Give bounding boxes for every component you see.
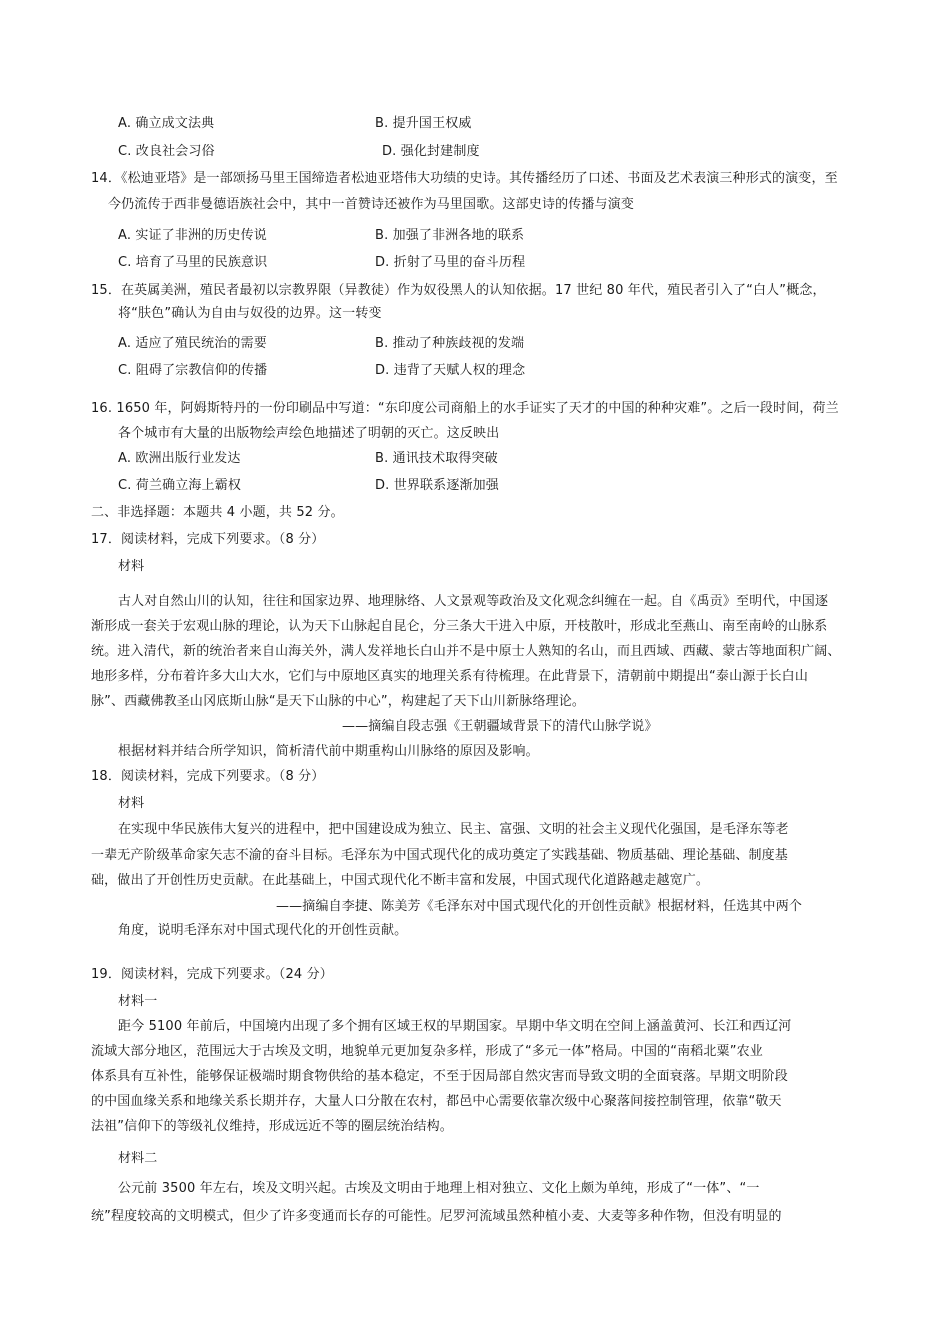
q19-material2-line2: 统”程度较高的文明模式，但少了许多变通而长存的可能性。尼罗河流域虽然种植小麦、大麦等多种作物，但没有明显的 — [91, 1209, 782, 1224]
q13-option-c: C. 改良社会习俗 — [118, 144, 215, 159]
q14-option-c: C. 培育了马里的民族意识 — [118, 255, 268, 270]
q13-option-a: A. 确立成文法典 — [118, 116, 215, 131]
q18-title: 18．阅读材料，完成下列要求。（8 分） — [91, 769, 325, 784]
q17-material-line2: 渐形成一套关于宏观山脉的理论，认为天下山脉起自昆仑，分三条大干进入中原，开枝散叶，形成北至燕山、南至南岭的山脉系 — [91, 619, 828, 634]
q19-material2-line1: 公元前 3500 年左右，埃及文明兴起。古埃及文明由于地理上相对独立、文化上颇为单纯，形成了“一体”、“一 — [118, 1181, 760, 1196]
q13-option-b: B. 提升国王权威 — [375, 116, 472, 131]
q18-material-line1: 在实现中华民族伟大复兴的进程中，把中国建设成为独立、民主、富强、文明的社会主义现代化强国，是毛泽东等老 — [118, 822, 789, 837]
q18-question: 角度，说明毛泽东对中国式现代化的开创性贡献。 — [118, 923, 408, 938]
q19-material1-line5: 法祖”信仰下的等级礼仪维持，形成远近不等的圈层统治结构。 — [91, 1119, 453, 1134]
q16-option-d: D. 世界联系逐渐加强 — [375, 478, 499, 493]
q19-material1-line3: 体系具有互补性，能够保证极端时期食物供给的基本稳定，不至于因局部自然灾害而导致文明的全面衰落。早期文明阶段 — [91, 1069, 788, 1084]
q15-option-b: B. 推动了种族歧视的发端 — [375, 336, 525, 351]
q18-source: ——摘编自李捷、陈美芳《毛泽东对中国式现代化的开创性贡献》根据材料，任选其中两个 — [276, 899, 803, 914]
q17-material-line1: 古人对自然山川的认知，往往和国家边界、地理脉络、人文景观等政治及文化观念纠缠在一起。自《禹贡》至明代，中国逐 — [118, 594, 829, 609]
q17-material-line4: 地形多样，分布着许多大山大水，它们与中原地区真实的地理关系有待梳理。在此背景下，清朝前中期提出“泰山源于长白山 — [91, 669, 808, 684]
q15-option-a: A. 适应了殖民统治的需要 — [118, 336, 267, 351]
q17-title: 17．阅读材料，完成下列要求。（8 分） — [91, 532, 325, 547]
q16-option-b: B. 通讯技术取得突破 — [375, 451, 498, 466]
q14-option-b: B. 加强了非洲各地的联系 — [375, 228, 525, 243]
q16-stem-line2: 各个城市有大量的出版物绘声绘色地描述了明朝的灭亡。这反映出 — [118, 426, 500, 441]
q14-option-a: A. 实证了非洲的历史传说 — [118, 228, 267, 243]
q16-stem-line1: 16. 1650 年，阿姆斯特丹的一份印刷品中写道：“东印度公司商船上的水手证实了天才的中国的种种灾难”。之后一段时间，荷兰 — [91, 401, 839, 416]
q19-title: 19．阅读材料，完成下列要求。（24 分） — [91, 967, 333, 982]
q19-material2-label: 材料二 — [118, 1151, 158, 1166]
q15-stem-line2: 将“肤色”确认为自由与奴役的边界。这一转变 — [118, 306, 382, 321]
q15-option-d: D. 违背了天赋人权的理念 — [375, 363, 526, 378]
q17-material-label: 材料 — [118, 559, 145, 574]
q14-stem-line2: 今仍流传于西非曼德语族社会中，其中一首赞诗还被作为马里国歌。这部史诗的传播与演变 — [108, 197, 635, 212]
q17-source: ——摘编自段志强《王朝疆域背景下的清代山脉学说》 — [342, 719, 658, 734]
q18-material-label: 材料 — [118, 796, 145, 811]
q19-material1-label: 材料一 — [118, 994, 158, 1009]
q19-material1-line1: 距今 5100 年前后，中国境内出现了多个拥有区域王权的早期国家。早期中华文明在空间上涵盖黄河、长江和西辽河 — [118, 1019, 792, 1034]
q15-stem-line1: 15．在英属美洲，殖民者最初以宗教界限（异教徒）作为奴役黑人的认知依据。17 世纪 80 年代，殖民者引入了“白人”概念， — [91, 283, 826, 298]
q17-material-line3: 统。进入清代，新的统治者来自山海关外，满人发祥地长白山并不是中原士人熟知的名山，而且西域、西藏、蒙古等地面积广阔、 — [91, 644, 841, 659]
section-2-heading: 二、非选择题：本题共 4 小题，共 52 分。 — [91, 505, 344, 520]
q14-stem-line1: 14．《松迪亚塔》是一部颂扬马里王国缔造者松迪亚塔伟大功绩的史诗。其传播经历了口述、书面及艺术表演三种形式的演变，至 — [91, 171, 838, 186]
q16-option-c: C. 荷兰确立海上霸权 — [118, 478, 241, 493]
q18-material-line3: 础，做出了开创性历史贡献。在此基础上，中国式现代化不断丰富和发展，中国式现代化道路越走越宽广。 — [91, 873, 710, 888]
q14-option-d: D. 折射了马里的奋斗历程 — [375, 255, 526, 270]
q19-material1-line4: 的中国血缘关系和地缘关系长期并存，大量人口分散在农村，都邑中心需要依靠次级中心聚落间接控制管理，依靠“敬天 — [91, 1094, 782, 1109]
q13-option-d: D. 强化封建制度 — [382, 144, 480, 159]
q18-material-line2: 一辈无产阶级革命家矢志不渝的奋斗目标。毛泽东为中国式现代化的成功奠定了实践基础、物质基础、理论基础、制度基 — [91, 848, 788, 863]
q17-question: 根据材料并结合所学知识，简析清代前中期重构山川脉络的原因及影响。 — [118, 744, 539, 759]
q15-option-c: C. 阻碍了宗教信仰的传播 — [118, 363, 268, 378]
q17-material-line5: 脉”、西藏佛教圣山冈底斯山脉“是天下山脉的中心”，构建起了天下山川新脉络理论。 — [91, 694, 586, 709]
q19-material1-line2: 流域大部分地区，范围远大于古埃及文明，地貌单元更加复杂多样，形成了“多元一体”格局。中国的“南稻北粟”农业 — [91, 1044, 763, 1059]
q16-option-a: A. 欧洲出版行业发达 — [118, 451, 241, 466]
